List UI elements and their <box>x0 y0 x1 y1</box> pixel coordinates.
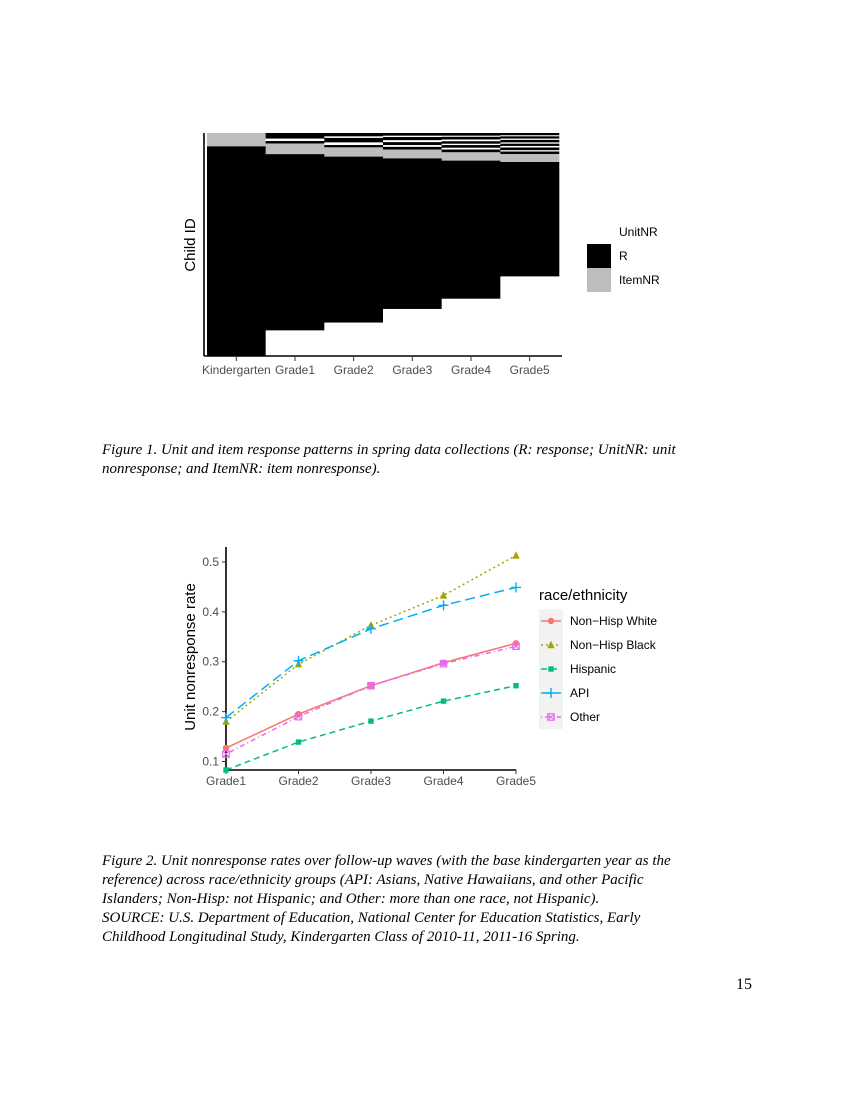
figure-2-caption <box>102 852 752 947</box>
data-point <box>368 718 373 723</box>
caption-line: reference) across race/ethnicity groups (API: Asians, Native Hawaiians, and other Pacific <box>102 872 644 888</box>
legend-label: ItemNR <box>619 273 660 287</box>
heatmap-cell-r <box>383 133 442 136</box>
data-point <box>366 624 376 634</box>
heatmap-cell-r <box>500 136 559 139</box>
data-point <box>439 600 449 610</box>
legend <box>539 609 657 729</box>
series-line <box>226 555 516 721</box>
heatmap-cell-r <box>324 145 383 148</box>
y-tick-labels <box>202 555 226 769</box>
heatmap-cell-itemnr <box>266 143 325 154</box>
heatmap-cell-r <box>500 147 559 150</box>
marker-square <box>368 718 373 723</box>
heatmap-cell-r <box>266 154 325 330</box>
legend <box>587 220 660 292</box>
data-point <box>294 656 304 666</box>
data-point <box>223 767 228 772</box>
heatmap-cell-itemnr <box>324 147 383 157</box>
heatmap-cell-unitnr <box>442 139 501 141</box>
y-tick-label: 0.4 <box>202 604 219 619</box>
heatmap-cell-r <box>500 140 559 143</box>
nonresponse-rate-chart <box>0 520 850 820</box>
legend-label: Hispanic <box>570 662 617 676</box>
heatmap-cell-r <box>442 150 501 153</box>
heatmap-cell-r <box>266 141 325 144</box>
heatmap-cell-r <box>383 158 442 309</box>
legend-label: R <box>619 249 628 263</box>
heatmap-cell-itemnr <box>500 154 559 162</box>
legend-swatch <box>587 268 611 292</box>
heatmap-cell-unitnr <box>442 148 501 150</box>
x-tick-label: Grade1 <box>205 774 247 788</box>
x-tick-label: Grade2 <box>333 363 374 377</box>
legend-key-marker <box>548 666 553 671</box>
x-tick-label: Kindergarten <box>201 363 271 377</box>
heatmap-cell-unitnr <box>266 139 325 142</box>
x-tick-label: Grade1 <box>274 363 316 377</box>
heatmap-cell-r <box>500 162 559 277</box>
marker-square <box>296 739 301 744</box>
heatmap-cell-r <box>383 147 442 150</box>
caption-line: Figure 1. Unit and item response patterns in spring data collections (R: response; UnitNR: unit <box>102 442 676 458</box>
data-point <box>440 591 447 598</box>
series-line <box>226 646 516 754</box>
heatmap-cell-r <box>266 133 325 139</box>
x-tick-label: Grade4 <box>450 363 492 377</box>
marker-triangle <box>512 551 519 558</box>
marker-square <box>513 683 518 688</box>
data-point <box>296 739 301 744</box>
caption-line: nonresponse; and ItemNR: item nonresponse). <box>102 461 381 477</box>
heatmap-cell-unitnr <box>324 142 383 145</box>
caption-line: Islanders; Non-Hisp: not Hispanic; and Other: more than one race, not Hispanic). <box>102 891 600 907</box>
data-point <box>441 698 446 703</box>
heatmap-cell-unitnr <box>324 323 383 357</box>
legend-swatch <box>587 220 611 244</box>
heatmap-cell-r <box>442 141 501 144</box>
legend-key-marker <box>548 618 554 624</box>
heatmap-columns <box>207 133 559 356</box>
legend-swatch <box>587 244 611 268</box>
heatmap-cell-r <box>324 133 383 137</box>
heatmap-cell-unitnr <box>442 299 501 357</box>
response-pattern-chart <box>0 0 850 400</box>
heatmap-cell-unitnr <box>383 145 442 147</box>
heatmap-cell-r <box>324 157 383 323</box>
marker-square <box>223 767 228 772</box>
heatmap-cell-unitnr <box>383 140 442 142</box>
x-tick-label: Grade5 <box>495 774 537 788</box>
x-tick-label: Grade3 <box>350 774 392 788</box>
heatmap-cell-itemnr <box>207 133 266 147</box>
series-points <box>221 551 521 772</box>
heatmap-cell-r <box>442 161 501 299</box>
data-point <box>512 551 519 558</box>
legend-label: Non−Hisp Black <box>570 638 656 652</box>
page-number: 15 <box>736 976 752 993</box>
heatmap-cell-unitnr <box>500 276 559 356</box>
data-point <box>511 582 521 592</box>
marker-square <box>441 698 446 703</box>
heatmap-cell-r <box>442 133 501 136</box>
data-point <box>513 683 518 688</box>
y-tick-label: 0.3 <box>202 654 219 669</box>
y-axis-title: Unit nonresponse rate <box>182 583 199 731</box>
heatmap-cell-unitnr <box>383 309 442 356</box>
x-tick-label: Grade2 <box>278 774 319 788</box>
series-lines <box>226 555 516 770</box>
figure-1-caption <box>102 441 752 479</box>
y-tick-label: 0.5 <box>202 554 219 569</box>
heatmap-cell-r <box>500 144 559 147</box>
caption-line: Childhood Longitudinal Study, Kindergarten Class of 2010-11, 2011-16 Spring. <box>102 929 580 945</box>
y-tick-label: 0.1 <box>202 754 219 769</box>
legend-label: UnitNR <box>619 225 658 239</box>
heatmap-cell-unitnr <box>266 330 325 356</box>
heatmap-cell-r <box>442 137 501 140</box>
heatmap-cell-itemnr <box>442 152 501 161</box>
x-tick-label: Grade3 <box>392 363 433 377</box>
x-tick-labels <box>206 770 536 788</box>
heatmap-cell-itemnr <box>383 150 442 159</box>
heatmap-cell-r <box>207 146 266 356</box>
heatmap-cell-r <box>383 137 442 140</box>
caption-line: Figure 2. Unit nonresponse rates over follow-up waves (with the base kindergarten year as the <box>102 853 671 869</box>
legend-label: Non−Hisp White <box>570 614 658 628</box>
x-tick-labels <box>202 356 550 377</box>
caption-line: SOURCE: U.S. Department of Education, National Center for Education Statistics, Early <box>102 910 641 926</box>
x-tick-label: Grade4 <box>423 774 464 788</box>
heatmap-cell-r <box>442 145 501 148</box>
x-tick-label: Grade5 <box>509 363 550 377</box>
legend-label: API <box>570 686 590 700</box>
marker-square <box>548 666 553 671</box>
heatmap-cell-r <box>324 138 383 143</box>
heatmap-cell-r <box>500 152 559 155</box>
series-line <box>226 587 516 717</box>
legend-title: race/ethnicity <box>539 587 628 604</box>
legend-label: Other <box>570 710 601 724</box>
y-tick-label: 0.2 <box>202 704 219 719</box>
y-axis-title: Child ID <box>182 218 199 272</box>
heatmap-cell-r <box>500 133 559 136</box>
heatmap-cell-r <box>383 142 442 145</box>
marker-triangle <box>440 591 447 598</box>
marker-circle <box>548 618 554 624</box>
